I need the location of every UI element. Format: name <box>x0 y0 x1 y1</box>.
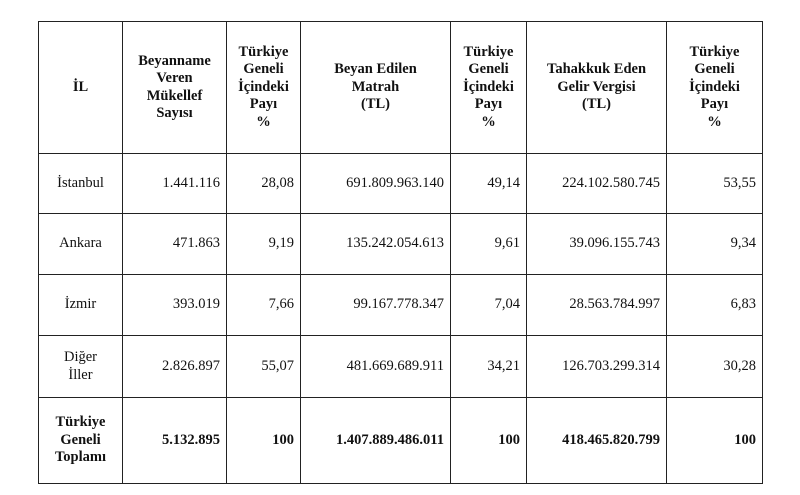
cell-tax-share: 53,55 <box>667 154 763 214</box>
cell-base-share: 9,61 <box>451 214 527 275</box>
cell-base-share: 49,14 <box>451 154 527 214</box>
cell-taxpayer-count: 471.863 <box>123 214 227 275</box>
header-taxpayer-count: Beyanname Veren Mükellef Sayısı <box>123 22 227 154</box>
cell-taxpayer-share: 55,07 <box>227 336 301 398</box>
cell-declared-base: 691.809.963.140 <box>301 154 451 214</box>
cell-taxpayer-count: 2.826.897 <box>123 336 227 398</box>
cell-accrued-tax: 126.703.299.314 <box>527 336 667 398</box>
cell-base-share: 34,21 <box>451 336 527 398</box>
cell-province: Diğer İller <box>39 336 123 398</box>
cell-taxpayer-share: 9,19 <box>227 214 301 275</box>
header-row <box>39 22 763 154</box>
cell-accrued-tax: 39.096.155.743 <box>527 214 667 275</box>
header-declared-base: Beyan Edilen Matrah (TL) <box>301 22 451 154</box>
tax-table-container <box>38 21 762 483</box>
cell-taxpayer-count: 393.019 <box>123 275 227 336</box>
cell-tax-share: 30,28 <box>667 336 763 398</box>
cell-province: İzmir <box>39 275 123 336</box>
header-tax-share: Türkiye Geneli İçindeki Payı % <box>667 22 763 154</box>
header-accrued-tax: Tahakkuk Eden Gelir Vergisi (TL) <box>527 22 667 154</box>
cell-province: İstanbul <box>39 154 123 214</box>
cell-total-tax-share: 100 <box>667 398 763 484</box>
table-row <box>39 154 763 214</box>
cell-tax-share: 6,83 <box>667 275 763 336</box>
cell-base-share: 7,04 <box>451 275 527 336</box>
cell-total-label: Türkiye Geneli Toplamı <box>39 398 123 484</box>
cell-total-accrued-tax: 418.465.820.799 <box>527 398 667 484</box>
cell-province: Ankara <box>39 214 123 275</box>
cell-tax-share: 9,34 <box>667 214 763 275</box>
cell-taxpayer-share: 28,08 <box>227 154 301 214</box>
table-row <box>39 275 763 336</box>
cell-taxpayer-count: 1.441.116 <box>123 154 227 214</box>
total-row <box>39 398 763 484</box>
cell-accrued-tax: 28.563.784.997 <box>527 275 667 336</box>
header-base-share: Türkiye Geneli İçindeki Payı % <box>451 22 527 154</box>
header-taxpayer-share: Türkiye Geneli İçindeki Payı % <box>227 22 301 154</box>
cell-total-taxpayer-count: 5.132.895 <box>123 398 227 484</box>
tax-statistics-table <box>38 21 763 484</box>
cell-taxpayer-share: 7,66 <box>227 275 301 336</box>
header-province: İL <box>39 22 123 154</box>
cell-total-taxpayer-share: 100 <box>227 398 301 484</box>
cell-total-declared-base: 1.407.889.486.011 <box>301 398 451 484</box>
table-row <box>39 214 763 275</box>
cell-total-base-share: 100 <box>451 398 527 484</box>
table-row <box>39 336 763 398</box>
cell-declared-base: 481.669.689.911 <box>301 336 451 398</box>
cell-declared-base: 135.242.054.613 <box>301 214 451 275</box>
cell-declared-base: 99.167.778.347 <box>301 275 451 336</box>
cell-accrued-tax: 224.102.580.745 <box>527 154 667 214</box>
